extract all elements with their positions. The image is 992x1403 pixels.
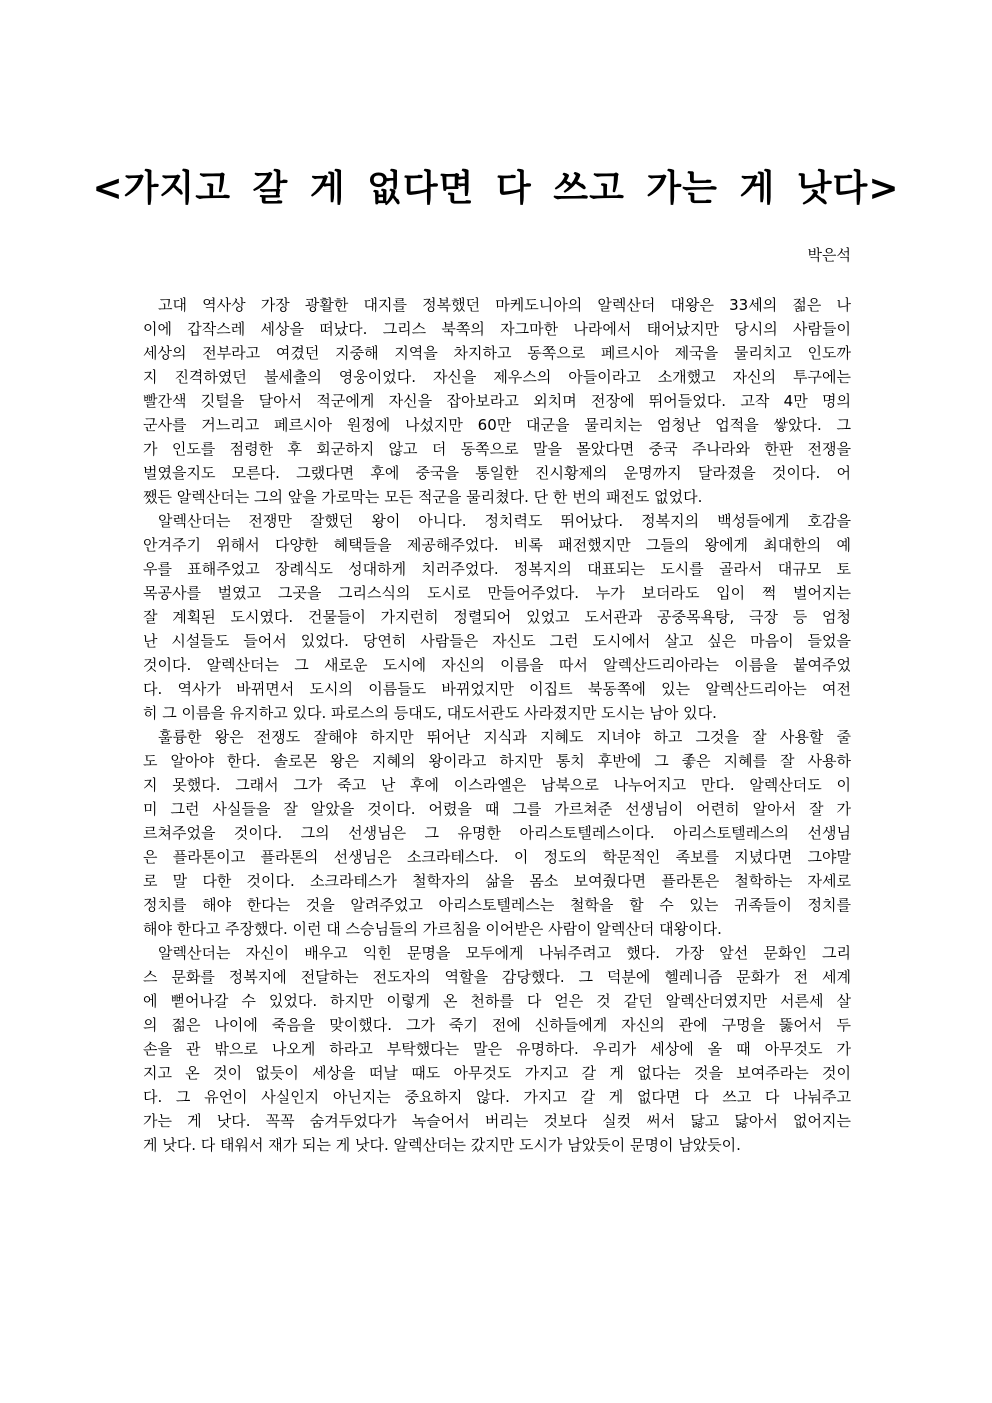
text-line: 지고 온 것이 없듯이 세상을 떠날 때도 아무것도 가지고 갈 게 없다는 것을 보여주라는 것이: [143, 1064, 851, 1082]
paragraph: [143, 941, 851, 1157]
text-line: 다. 역사가 바뀌면서 도시의 이름들도 바뀌었지만 이집트 북동쪽에 있는 알렉산드리아는 여전: [143, 680, 851, 698]
text-line: 훌륭한 왕은 전쟁도 잘해야 하지만 뛰어난 지식과 지혜도 지녀야 하고 그것을 잘 사용할 줄: [158, 728, 851, 746]
author-name: 박은석: [807, 246, 851, 264]
text-line: 알렉산더는 자신이 배우고 익힌 문명을 모두에게 나눠주려고 했다. 가장 앞선 문화인 그리: [158, 944, 851, 962]
text-line: 은 플라톤이고 플라톤의 선생님은 소크라테스다. 이 정도의 학문적인 족보를 지녔다면 그야말: [143, 848, 851, 866]
text-line: 정치를 해야 한다는 것을 알려주었고 아리스토텔레스는 철학을 할 수 있는 귀족들이 정치를: [143, 896, 851, 914]
text-line: 손을 관 밖으로 나오게 하라고 부탁했다는 말은 유명하다. 우리가 세상에 올 때 아무것도 가: [143, 1040, 851, 1058]
text-line: 가는 게 낫다. 꼭꼭 숨겨두었다가 녹슬어서 버리는 것보다 실컷 써서 닳고 닳아서 없어지는: [143, 1112, 851, 1130]
text-line: 고대 역사상 가장 광활한 대지를 정복했던 마케도니아의 알렉산더 대왕은 33세의 젊은 나: [158, 296, 851, 314]
text-line: 스 문화를 정복지에 전달하는 전도자의 역할을 감당했다. 그 덕분에 헬레니즘 문화가 전 세계: [143, 968, 851, 986]
text-line: 해야 한다고 주장했다. 이런 대 스승님들의 가르침을 이어받은 사람이 알렉산더 대왕이다.: [143, 920, 722, 938]
paragraph: [143, 509, 851, 725]
text-line: 르쳐주었을 것이다. 그의 선생님은 그 유명한 아리스토텔레스이다. 아리스토텔레스의 선생님: [143, 824, 851, 842]
text-line: 군사를 거느리고 페르시아 원정에 나섰지만 60만 대군을 물리치는 엄청난 업적을 쌓았다. 그: [143, 416, 851, 434]
text-line: 벌였을지도 모른다. 그랬다면 후에 중국을 통일한 진시황제의 운명까지 달라졌을 것이다. 어: [143, 464, 851, 482]
text-line: 빨간색 깃털을 달아서 적군에게 자신을 잡아보라고 외치며 전장에 뛰어들었다. 고작 4만 명의: [143, 392, 851, 410]
text-line: 가 인도를 점령한 후 회군하지 않고 더 동쪽으로 말을 몰았다면 중국 주나라와 한판 전쟁을: [143, 440, 851, 458]
text-line: 안겨주기 위해서 다양한 혜택들을 제공해주었다. 비록 패전했지만 그들의 왕에게 최대한의 예: [143, 536, 851, 554]
text-line: 알렉산더는 전쟁만 잘했던 왕이 아니다. 정치력도 뛰어났다. 정복지의 백성들에게 호감을: [158, 512, 851, 530]
text-line: 난 시설들도 들어서 있었다. 당연히 사람들은 자신도 그런 도시에서 살고 싶은 마음이 들었을: [143, 632, 851, 650]
text-line: 세상의 전부라고 여겼던 지중해 지역을 차지하고 동쪽으로 페르시아 제국을 물리치고 인도까: [143, 344, 851, 362]
paragraph: [143, 725, 851, 941]
text-line: 에 뻗어나갈 수 있었다. 하지만 이렇게 온 천하를 다 얻은 것 같던 알렉산더였지만 서른세 살: [143, 992, 851, 1010]
text-line: 이에 갑작스레 세상을 떠났다. 그리스 북쪽의 자그마한 나라에서 태어났지만 당시의 사람들이: [143, 320, 851, 338]
document-title: <가지고 갈 게 없다면 다 쓰고 가는 게 낫다>: [92, 168, 900, 209]
text-line: 로 말 다한 것이다. 소크라테스가 철학자의 삶을 몸소 보여줬다면 플라톤은 철학하는 자세로: [143, 872, 851, 890]
text-line: 미 그런 사실들을 잘 알았을 것이다. 어렸을 때 그를 가르쳐준 선생님이 어련히 알아서 잘 가: [143, 800, 851, 818]
text-line: 의 젊은 나이에 죽음을 맞이했다. 그가 죽기 전에 신하들에게 자신의 관에 구멍을 뚫어서 두: [143, 1016, 851, 1034]
text-line: 다. 그 유언이 사실인지 아닌지는 중요하지 않다. 가지고 갈 게 없다면 다 쓰고 다 나눠주고: [143, 1088, 851, 1106]
text-line: 히 그 이름을 유지하고 있다. 파로스의 등대도, 대도서관도 사라졌지만 도시는 남아 있다.: [143, 704, 717, 722]
text-line: 것이다. 알렉산더는 그 새로운 도시에 자신의 이름을 따서 알렉산드리아라는 이름을 붙여주었: [143, 656, 851, 674]
text-line: 우를 표해주었고 장례식도 성대하게 치러주었다. 정복지의 대표되는 도시를 골라서 대규모 토: [143, 560, 851, 578]
document-body: [143, 293, 851, 1157]
text-line: 게 낫다. 다 태워서 재가 되는 게 낫다. 알렉산더는 갔지만 도시가 남았듯이 문명이 남았듯이.: [143, 1136, 741, 1154]
text-line: 목공사를 벌였고 그곳을 그리스식의 도시로 만들어주었다. 누가 보더라도 입이 쩍 벌어지는: [143, 584, 851, 602]
text-line: 쨌든 알렉산더는 그의 앞을 가로막는 모든 적군을 물리쳤다. 단 한 번의 패전도 없었다.: [143, 488, 703, 506]
text-line: 도 알아야 한다. 솔로몬 왕은 지혜의 왕이라고 하지만 통치 후반에 그 좋은 지혜를 잘 사용하: [143, 752, 851, 770]
text-line: 지 못했다. 그래서 그가 죽고 난 후에 이스라엘은 남북으로 나누어지고 만다. 알렉산더도 이: [143, 776, 851, 794]
text-line: 지 진격하였던 불세출의 영웅이었다. 자신을 제우스의 아들이라고 소개했고 자신의 투구에는: [143, 368, 851, 386]
paragraph: [143, 293, 851, 509]
text-line: 잘 계획된 도시였다. 건물들이 가지런히 정렬되어 있었고 도서관과 공중목욕탕, 극장 등 엄청: [143, 608, 851, 626]
